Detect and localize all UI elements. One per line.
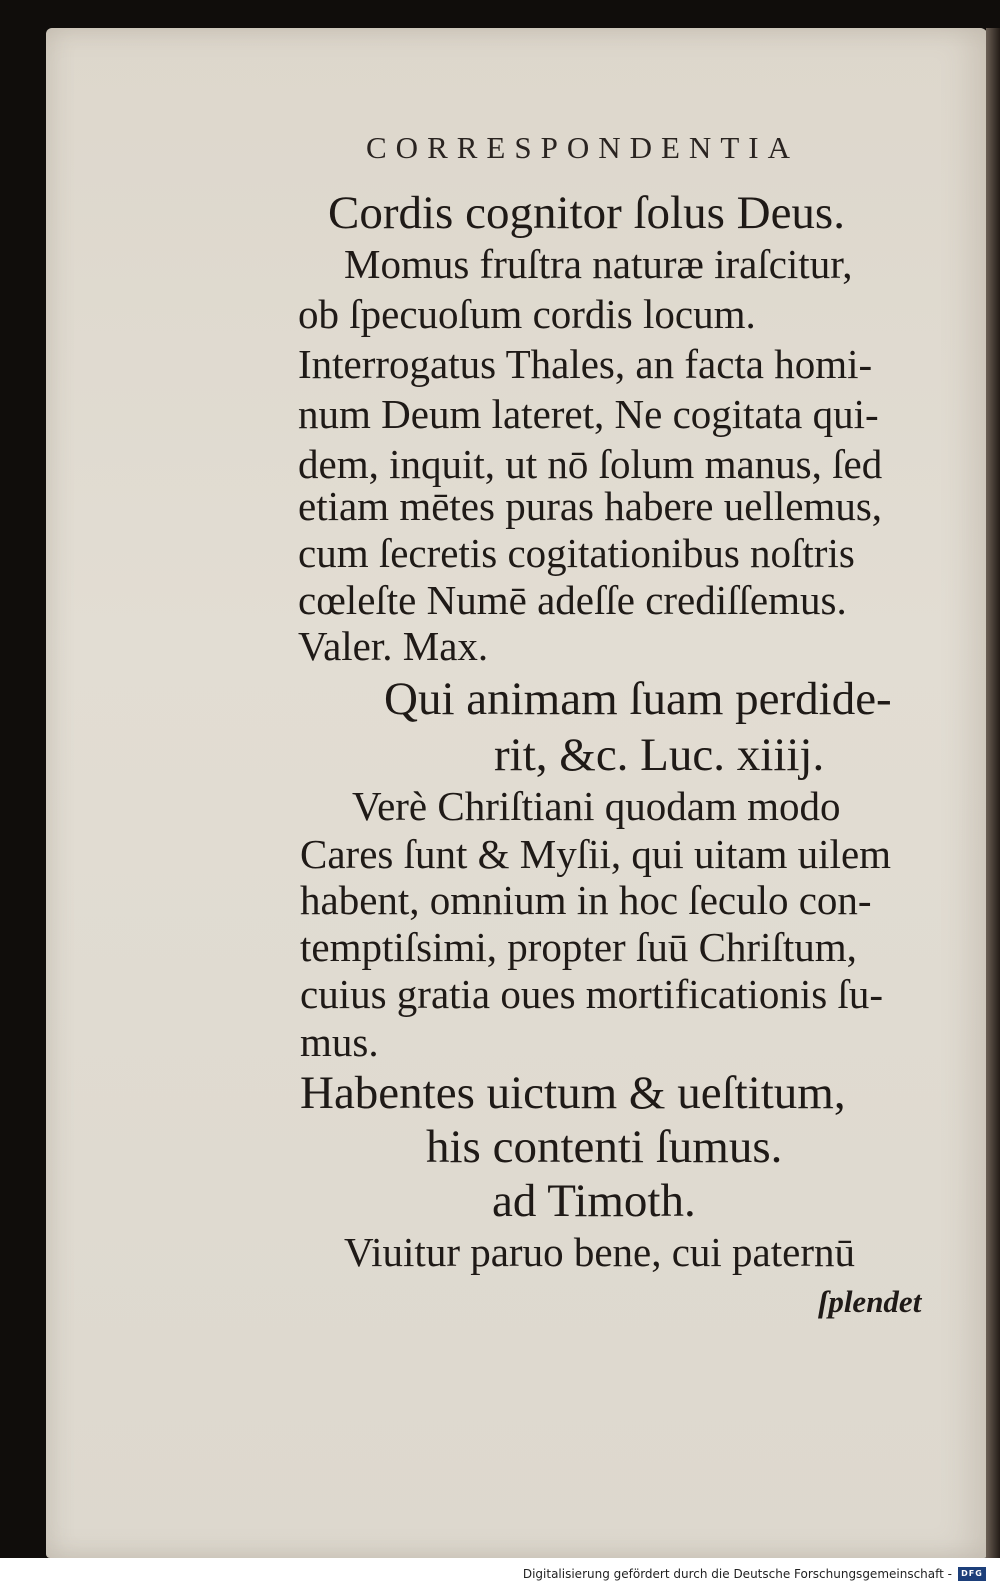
running-header: CORRESPONDENTIA: [366, 130, 799, 165]
text-line: cœleſte Numē adeſſe crediſſemus.: [298, 577, 847, 623]
catchword: ſplendet: [818, 1284, 922, 1319]
text-line: Interrogatus Thales, an facta homi-: [298, 341, 873, 387]
text-line: temptiſsimi, propter ſuū Chriſtum,: [300, 924, 857, 970]
dfg-logo-icon: DFG: [958, 1567, 986, 1581]
section-heading: his contenti ſumus.: [426, 1121, 783, 1173]
text-line: dem, inquit, ut nō ſolum manus, ſed: [298, 441, 883, 487]
text-line: Cares ſunt & Myſii, qui uitam uilem: [300, 831, 892, 877]
section-heading: Qui animam ſuam perdide-: [384, 673, 892, 725]
text-line: num Deum lateret, Ne cogitata qui-: [298, 391, 879, 437]
text-line: cuius gratia oues mortificationis ſu-: [300, 971, 883, 1017]
section-heading: Habentes uictum & ueſtitum,: [300, 1067, 846, 1119]
footer-credit: Digitalisierung gefördert durch die Deutsche Forschungsgemeinschaft -: [522, 1567, 952, 1581]
text-line: cum ſecretis cogitationibus noſtris: [298, 530, 855, 576]
section-heading: rit, &c. Luc. xiiij.: [494, 729, 825, 781]
text-line: Valer. Max.: [298, 623, 489, 669]
text-line: ob ſpecuoſum cordis locum.: [298, 291, 756, 337]
text-line: habent, omnium in hoc ſeculo con-: [300, 877, 872, 923]
section-heading: Cordis cognitor ſolus Deus.: [328, 187, 845, 239]
text-line: Momus fruſtra naturæ iraſcitur,: [344, 241, 853, 287]
text-line: Viuitur paruo bene, cui paternū: [344, 1229, 855, 1275]
text-line: mus.: [300, 1019, 379, 1065]
section-heading: ad Timoth.: [492, 1175, 696, 1227]
page-edge: [986, 28, 1000, 1558]
digitization-footer: [0, 1558, 1000, 1588]
text-line: etiam mētes puras habere uellemus,: [298, 483, 883, 529]
text-line: Verè Chriſtiani quodam modo: [352, 783, 841, 829]
